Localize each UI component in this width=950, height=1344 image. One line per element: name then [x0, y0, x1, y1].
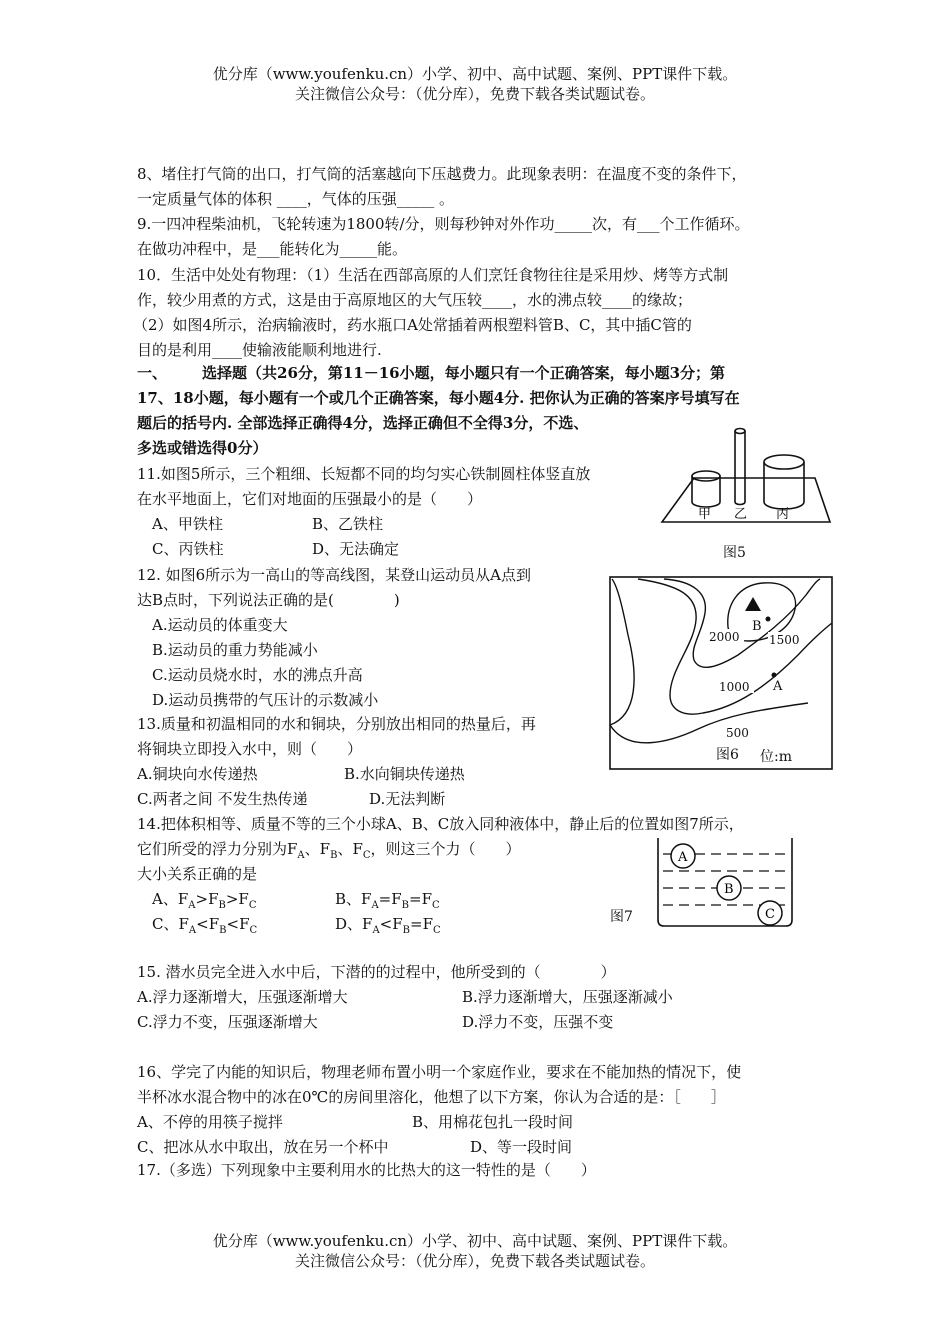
q9-line-1: 9.一四冲程柴油机，飞轮转速为1800转/分，则每秒钟对外作功_____次，有___个工作循环。 [137, 215, 750, 233]
section-number: 一、 [137, 364, 168, 382]
q13-option-d: D.无法判断 [369, 790, 446, 808]
q11-option-c: C、丙铁柱 [152, 540, 224, 558]
q14-line-1: 14.把体积相等、质量不等的三个小球A、B、C放入同种液体中，静止后的位置如图7所示， [137, 815, 744, 833]
label-jia: 甲 [698, 507, 712, 522]
section-line-1: 选择题（共26分，第11－16小题，每小题只有一个正确答案，每小题3分；第 [202, 364, 726, 382]
q15-line-1: 15. 潜水员完全进入水中后，下潜的的过程中，他所受到的（ ） [137, 963, 616, 981]
unit-label: 位:m [760, 749, 792, 765]
label-b: B [752, 619, 762, 634]
q16-option-c: C、把冰从水中取出，放在另一个杯中 [137, 1138, 389, 1156]
q11-option-a: A、甲铁柱 [152, 515, 223, 533]
q14-line-2: 它们所受的浮力分别为$F_A$、$F_B$、$F_C$，则这三个力（ ） [137, 840, 521, 861]
q8-line-2: 一定质量气体的体积 ____，气体的压强_____ 。 [137, 190, 455, 208]
q14-line-3: 大小关系正确的是 [137, 865, 258, 883]
q17-line-1: 17.（多选）下列现象中主要利用水的比热大的这一特性的是（ ） [137, 1161, 596, 1179]
q11-line-1: 11.如图5所示，三个粗细、长短都不同的均匀实心铁制圆柱体竖直放 [137, 465, 591, 483]
q14-option-c: C、$F_A<F_B<F_C$ [152, 915, 258, 936]
section-line-3: 题后的括号内. 全部选择正确得4分，选择正确但不全得3分，不选、 [137, 414, 589, 432]
figure-6-contour-map [608, 575, 834, 771]
q12-line-2: 达B点时，下列说法正确的是( ) [137, 591, 400, 609]
q9-line-2: 在做功冲程中，是___能转化为_____能。 [137, 240, 408, 258]
q13-option-a: A.铜块向水传递热 [137, 765, 258, 783]
q8-line-1: 8、堵住打气筒的出口，打气筒的活塞越向下压越费力。此现象表明：在温度不变的条件下， [137, 165, 747, 183]
ball-label-a: A [678, 850, 688, 865]
label-bing: 丙 [776, 507, 790, 522]
figure-5-caption: 图5 [723, 545, 746, 561]
q10-line-2: 作，较少用煮的方式，这是由于高原地区的大气压较____，水的沸点较____的缘故； [137, 291, 693, 309]
contour-1500 [664, 579, 820, 667]
q12-option-d: D.运动员携带的气压计的示数减小 [152, 691, 379, 709]
contour-label-500: 500 [726, 726, 749, 740]
section-line-2: 17、18小题，每小题有一个或几个正确答案，每小题4分. 把你认为正确的答案序号填写在 [137, 389, 740, 407]
header-line-1: 优分库（www.youfenku.cn）小学、初中、高中试题、案例、PPT课件下载。 [212, 65, 738, 83]
q16-option-a: A、不停的用筷子搅拌 [137, 1113, 283, 1131]
q15-option-c: C.浮力不变，压强逐渐增大 [137, 1013, 318, 1031]
q12-line-1: 12. 如图6所示为一高山的等高线图，某登山运动员从A点到 [137, 566, 532, 584]
q13-option-b: B.水向铜块传递热 [344, 765, 465, 783]
q15-option-d: D.浮力不变，压强不变 [462, 1013, 614, 1031]
figure-6-caption: 图6 [716, 747, 739, 763]
contour-label-1500: 1500 [769, 633, 800, 647]
figure-7-caption: 图7 [610, 909, 633, 925]
figure-5-cylinders [660, 425, 840, 525]
q14-option-a: A、$F_A>F_B>F_C$ [152, 890, 257, 911]
footer-line-1: 优分库（www.youfenku.cn）小学、初中、高中试题、案例、PPT课件下载。 [212, 1232, 738, 1250]
q11-option-b: B、乙铁柱 [312, 515, 384, 533]
q15-option-a: A.浮力逐渐增大，压强逐渐增大 [137, 988, 348, 1006]
contour-500 [610, 703, 808, 743]
contour-label-1000: 1000 [719, 680, 750, 694]
q16-line-2: 半杯冰水混合物中的冰在0℃的房间里溶化，他想了以下方案，你认为合适的是：［ ］ [137, 1088, 726, 1106]
contour-500-left [610, 579, 634, 725]
q16-option-d: D、等一段时间 [470, 1138, 573, 1156]
q16-option-b: B、用棉花包扎一段时间 [412, 1113, 574, 1131]
q12-option-a: A.运动员的体重变大 [152, 616, 288, 634]
point-a-dot [772, 673, 777, 678]
q11-option-d: D、无法确定 [312, 540, 400, 558]
point-b-dot [766, 617, 771, 622]
q15-option-b: B.浮力逐渐增大，压强逐渐减小 [462, 988, 673, 1006]
q13-option-c: C.两者之间 不发生热传递 [137, 790, 308, 808]
section-line-4: 多选或错选得0分） [137, 439, 268, 457]
q13-line-1: 13.质量和初温相同的水和铜块，分别放出相同的热量后，再 [137, 715, 536, 733]
q10-line-4: 目的是利用____使输液能顺利地进行. [137, 341, 382, 359]
q13-line-2: 将铜块立即投入水中，则（ ） [137, 740, 363, 758]
cylinder-bing [764, 455, 804, 509]
figure-7-container [655, 836, 800, 928]
q14-option-d: D、$F_A<F_B=F_C$ [335, 915, 441, 936]
header-line-2: 关注微信公众号：（优分库），免费下载各类试题试卷。 [294, 85, 655, 103]
q14-option-b: B、$F_A=F_B=F_C$ [335, 890, 440, 911]
summit-marker [745, 597, 761, 611]
label-a: A [773, 679, 783, 694]
cylinder-yi [735, 429, 745, 505]
q12-option-c: C.运动员烧水时，水的沸点升高 [152, 666, 363, 684]
q11-line-2: 在水平地面上，它们对地面的压强最小的是（ ） [137, 490, 483, 508]
footer-line-2: 关注微信公众号：（优分库），免费下载各类试题试卷。 [294, 1252, 655, 1270]
cylinder-jia [692, 471, 720, 507]
q12-option-b: B.运动员的重力势能减小 [152, 641, 318, 659]
q16-line-1: 16、学完了内能的知识后，物理老师布置小明一个家庭作业，要求在不能加热的情况下，使 [137, 1063, 742, 1081]
label-yi: 乙 [734, 507, 748, 522]
ball-label-c: C [765, 907, 775, 922]
q10-line-3: （2）如图4所示，治病输液时，药水瓶口A处常插着两根塑料管B、C，其中插C管的 [133, 316, 692, 334]
ball-label-b: B [724, 882, 734, 897]
q10-line-1: 10．生活中处处有物理：（1）生活在西部高原的人们烹饪食物往往是采用炒、烤等方式制 [137, 266, 729, 284]
contour-label-2000: 2000 [709, 630, 740, 644]
